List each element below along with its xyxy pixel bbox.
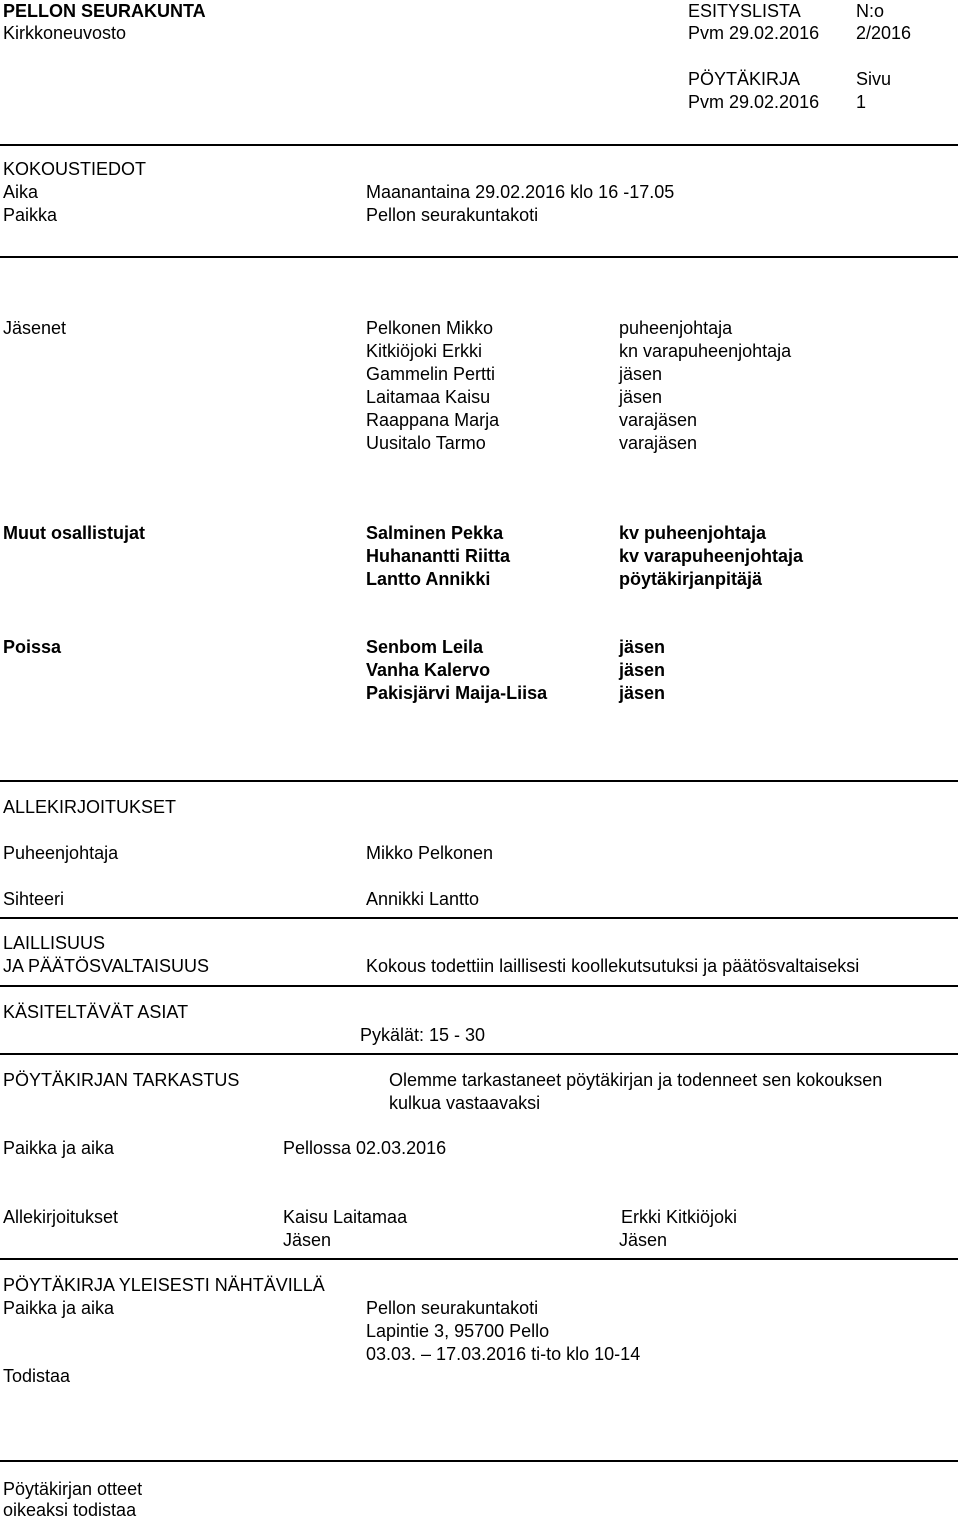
absent-name: Senbom Leila xyxy=(366,637,484,657)
review-text: kulkua vastaavaksi xyxy=(389,1093,541,1113)
member-role: jäsen xyxy=(619,387,663,407)
chair-label: Puheenjohtaja xyxy=(3,843,119,863)
meeting-heading: KOKOUSTIEDOT xyxy=(3,159,147,179)
absent-name: Vanha Kalervo xyxy=(366,660,491,680)
place-value: Pellon seurakuntakoti xyxy=(366,205,539,225)
minutes-date: Pvm 29.02.2016 xyxy=(688,92,820,112)
signer-role: Jäsen xyxy=(283,1230,332,1250)
absent-name: Pakisjärvi Maija-Liisa xyxy=(366,683,548,703)
review-sign-label: Allekirjoitukset xyxy=(3,1207,119,1227)
member-role: kn varapuheenjohtaja xyxy=(619,341,792,361)
copies-label: Pöytäkirjan otteet xyxy=(3,1479,143,1499)
review-heading: PÖYTÄKIRJAN TARKASTUS xyxy=(3,1070,240,1090)
time-value: Maanantaina 29.02.2016 klo 16 -17.05 xyxy=(366,182,675,202)
time-label: Aika xyxy=(3,182,39,202)
member-name: Pelkonen Mikko xyxy=(366,318,494,338)
public-place-label: Paikka ja aika xyxy=(3,1298,115,1318)
secretary-label: Sihteeri xyxy=(3,889,65,909)
divider xyxy=(0,985,958,987)
participant-name: Salminen Pekka xyxy=(366,523,504,543)
signatures-heading: ALLEKIRJOITUKSET xyxy=(3,797,177,817)
member-role: jäsen xyxy=(619,364,663,384)
divider xyxy=(0,256,958,258)
absent-label: Poissa xyxy=(3,637,62,657)
org-name: PELLON SEURAKUNTA xyxy=(3,1,206,21)
member-role: varajäsen xyxy=(619,410,698,430)
signer-name: Erkki Kitkiöjoki xyxy=(621,1207,738,1227)
participant-name: Lantto Annikki xyxy=(366,569,491,589)
page-label: Sivu xyxy=(856,69,892,89)
participant-name: Huhanantti Riitta xyxy=(366,546,510,566)
number-value: 2/2016 xyxy=(856,23,912,43)
divider xyxy=(0,780,958,782)
member-name: Uusitalo Tarmo xyxy=(366,433,486,453)
divider xyxy=(0,1053,958,1055)
review-text: Olemme tarkastaneet pöytäkirjan ja todenneet sen kokouksen xyxy=(389,1070,883,1090)
divider xyxy=(0,1460,958,1462)
certify-label: Todistaa xyxy=(3,1366,71,1386)
legality-text: Kokous todettiin laillisesti koollekutsutuksi ja päätösvaltaiseksi xyxy=(366,956,860,976)
copies-label: oikeaksi todistaa xyxy=(3,1500,137,1520)
member-name: Gammelin Pertti xyxy=(366,364,496,384)
member-name: Raappana Marja xyxy=(366,410,500,430)
divider xyxy=(0,144,958,146)
review-place-label: Paikka ja aika xyxy=(3,1138,115,1158)
divider xyxy=(0,1258,958,1260)
signer-name: Kaisu Laitamaa xyxy=(283,1207,408,1227)
absent-role: jäsen xyxy=(619,637,666,657)
public-place-value: Pellon seurakuntakoti xyxy=(366,1298,539,1318)
participant-role: kv varapuheenjohtaja xyxy=(619,546,804,566)
participant-role: kv puheenjohtaja xyxy=(619,523,767,543)
legality-label: JA PÄÄTÖSVALTAISUUS xyxy=(3,956,210,976)
legality-label: LAILLISUUS xyxy=(3,933,106,953)
chair-name: Mikko Pelkonen xyxy=(366,843,494,863)
signer-role: Jäsen xyxy=(619,1230,668,1250)
agenda-date: Pvm 29.02.2016 xyxy=(688,23,820,43)
agenda-label: ESITYSLISTA xyxy=(688,1,801,21)
public-heading: PÖYTÄKIRJA YLEISESTI NÄHTÄVILLÄ xyxy=(3,1275,325,1295)
public-place-value: Lapintie 3, 95700 Pello xyxy=(366,1321,550,1341)
others-label: Muut osallistujat xyxy=(3,523,146,543)
matters-sections: Pykälät: 15 - 30 xyxy=(360,1025,486,1045)
body-name: Kirkkoneuvosto xyxy=(3,23,127,43)
absent-role: jäsen xyxy=(619,660,666,680)
participant-role: pöytäkirjanpitäjä xyxy=(619,569,763,589)
absent-role: jäsen xyxy=(619,683,666,703)
member-name: Laitamaa Kaisu xyxy=(366,387,491,407)
review-place-value: Pellossa 02.03.2016 xyxy=(283,1138,447,1158)
minutes-label: PÖYTÄKIRJA xyxy=(688,69,801,89)
place-label: Paikka xyxy=(3,205,58,225)
member-role: varajäsen xyxy=(619,433,698,453)
secretary-name: Annikki Lantto xyxy=(366,889,480,909)
matters-heading: KÄSITELTÄVÄT ASIAT xyxy=(3,1002,189,1022)
member-role: puheenjohtaja xyxy=(619,318,733,338)
page-value: 1 xyxy=(856,92,867,112)
divider xyxy=(0,917,958,919)
public-place-value: 03.03. – 17.03.2016 ti-to klo 10-14 xyxy=(366,1344,641,1364)
number-label: N:o xyxy=(856,1,885,21)
member-name: Kitkiöjoki Erkki xyxy=(366,341,483,361)
members-label: Jäsenet xyxy=(3,318,67,338)
